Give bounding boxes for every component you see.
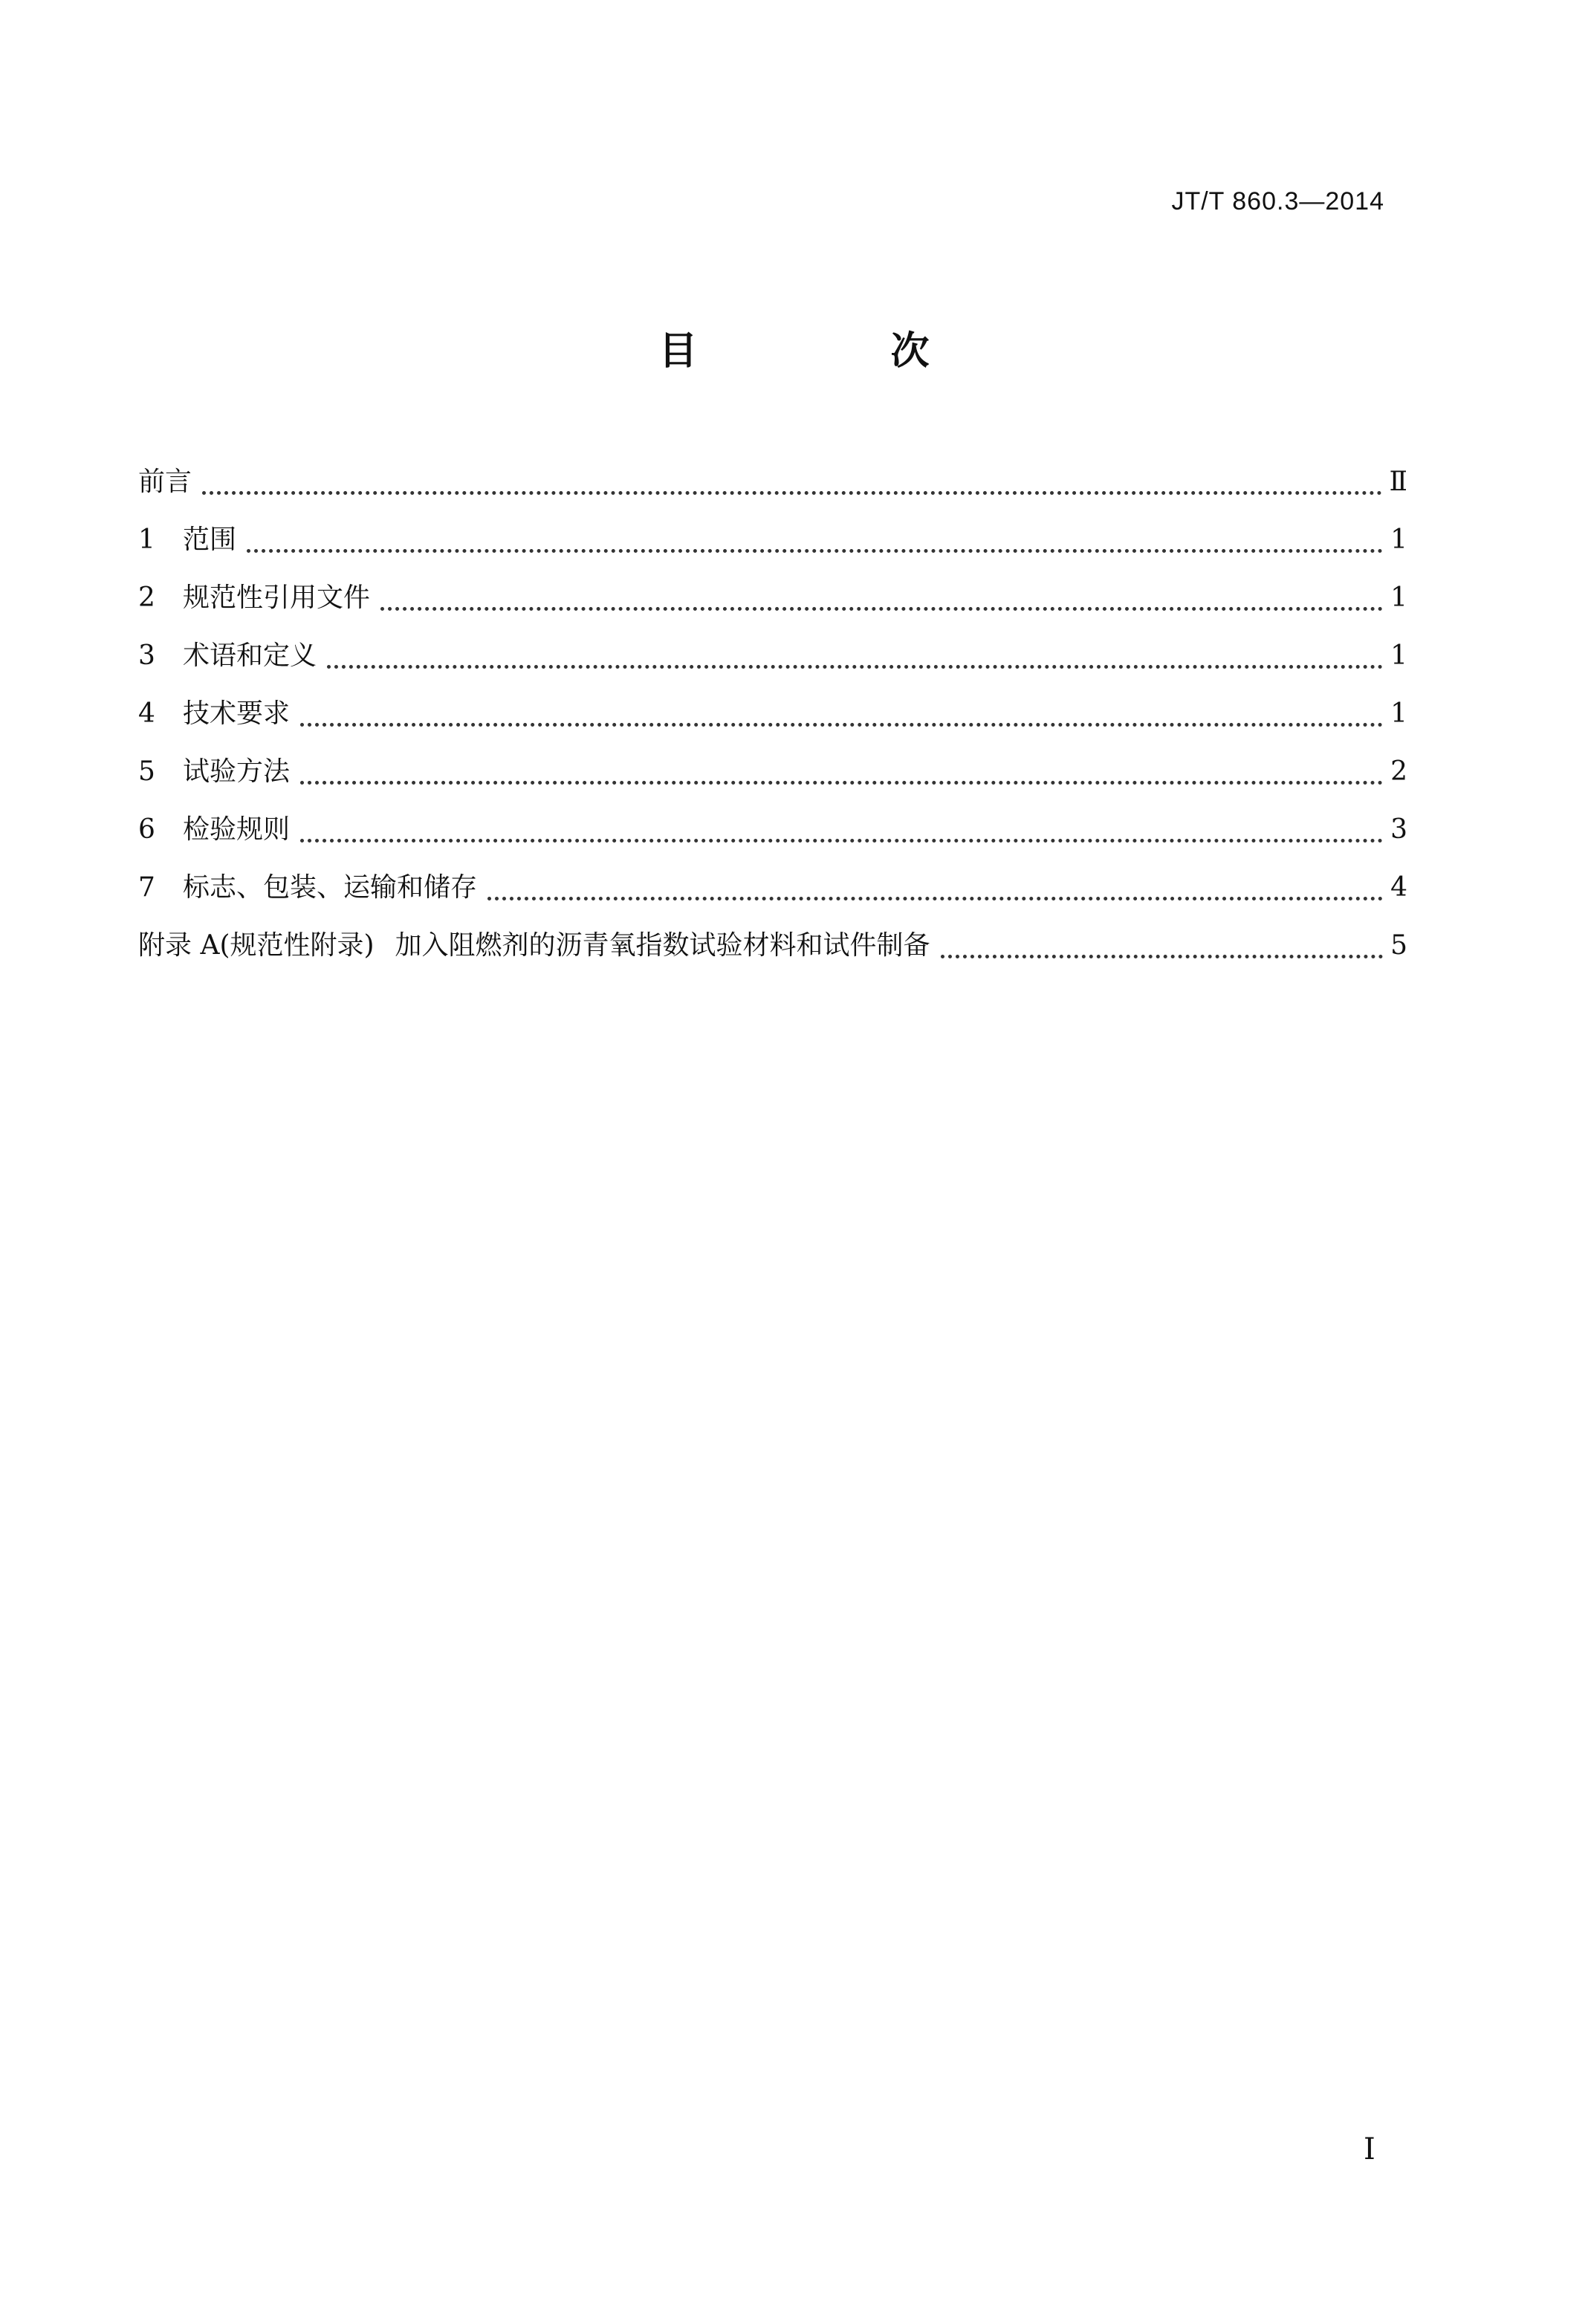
dot-leader [380,607,1383,611]
toc-entry-label: 检验规则 [183,814,291,845]
toc-entry-number: 3 [138,640,155,671]
annex-title: 加入阻燃剂的沥青氧指数试验材料和试件制备 [395,930,930,961]
toc-entry-page: 4 [1390,872,1407,903]
dot-leader [487,897,1383,900]
toc-entry-label: 技术要求 [183,698,291,729]
toc-entry-label: 规范性引用文件 [183,582,371,613]
toc-entry-label: 前言 [138,467,192,497]
toc-entry-label: 试验方法 [183,756,291,787]
toc-entry-test-methods[interactable] [138,743,1407,801]
toc-entry-label: 标志、包装、运输和储存 [183,872,478,903]
toc-entry-terms[interactable] [138,627,1407,685]
toc-entry-page: 1 [1390,582,1407,613]
toc-entry-page: 5 [1390,930,1407,961]
dot-leader [300,839,1383,843]
dot-leader [941,955,1384,958]
dot-leader [300,723,1383,727]
toc-entry-marking-packaging[interactable] [138,859,1407,917]
toc-entry-page: 1 [1390,698,1407,729]
toc-entry-page: 1 [1390,640,1407,671]
toc-entry-label: 范围 [183,525,237,555]
toc-entry-page: 2 [1390,756,1407,787]
toc-entry-page: Ⅱ [1389,467,1407,497]
toc-entry-page: 1 [1390,525,1407,555]
toc-entry-inspection-rules[interactable] [138,801,1407,859]
dot-leader [247,549,1383,553]
toc-entry-technical-requirements[interactable] [138,685,1407,743]
toc-entry-number: 4 [138,698,155,729]
toc-entry-number: 1 [138,525,155,555]
toc-entry-number: 6 [138,814,155,845]
toc-entry-page: 3 [1390,814,1407,845]
annex-label: 附录 A(规范性附录) [138,930,375,961]
toc-entry-label: 术语和定义 [183,640,317,671]
page-number: I [1364,2132,1375,2166]
toc-entry-foreword[interactable] [138,453,1407,511]
table-of-contents [138,453,1407,975]
toc-entry-number: 2 [138,582,155,613]
page-title: 目 次 [658,329,1007,374]
toc-entry-scope[interactable] [138,511,1407,569]
toc-entry-normative-references[interactable] [138,569,1407,627]
dot-leader [202,491,1382,495]
dot-leader [327,665,1383,669]
toc-entry-number: 5 [138,756,155,787]
toc-entry-annex-a[interactable] [138,917,1407,975]
toc-entry-number: 7 [138,872,155,903]
standard-number: JT/T 860.3—2014 [1171,187,1384,215]
dot-leader [300,781,1383,785]
